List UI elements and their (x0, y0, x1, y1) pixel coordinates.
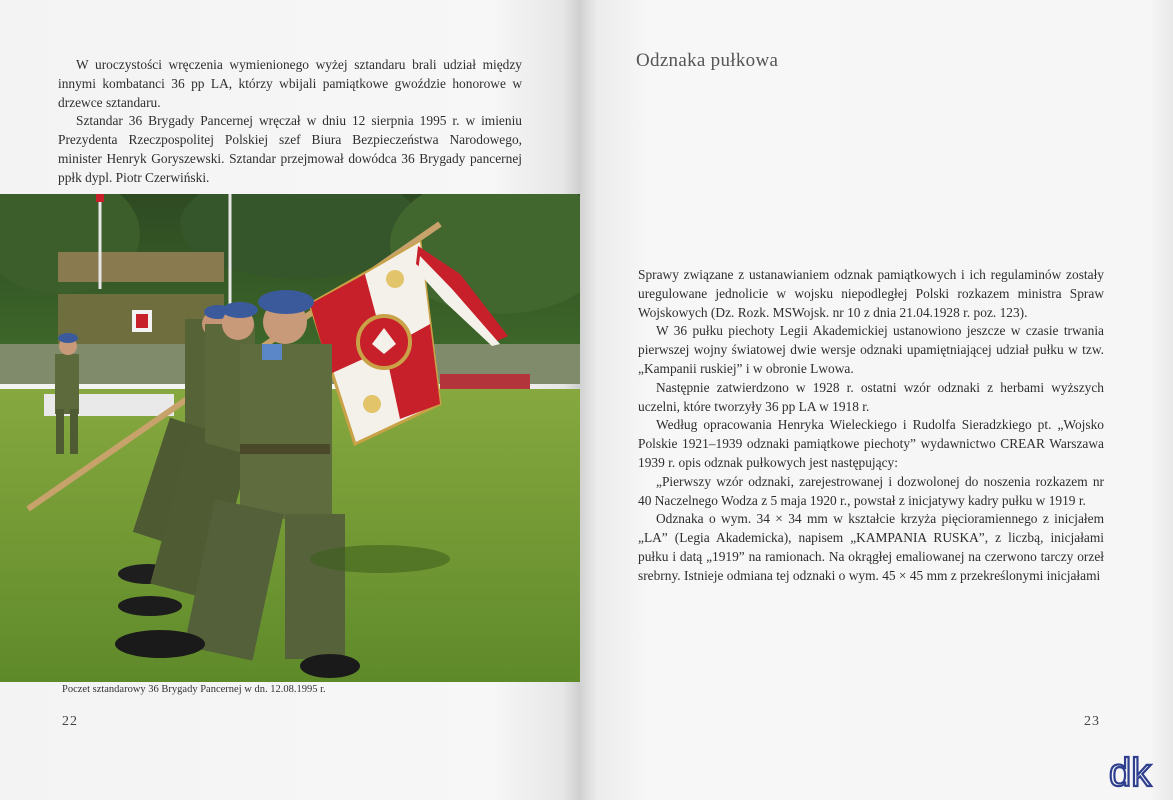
right-page (580, 0, 1173, 800)
page-number-left: 22 (62, 714, 78, 729)
left-paragraph-1: W uroczystości wręczenia wymienionego wyżej sztandaru brali udział między innymi kombatanci 36 pp LA, którzy wbijali pamiątkowe gwoździe honorowe w drzewce sztandaru. (58, 57, 522, 110)
right-paragraph-3: Następnie zatwierdzono w 1928 r. ostatni wzór odznaki z herbami wyższych uczelni, które tworzyły 36 pp LA w 1918 r. (638, 379, 1104, 414)
section-heading: Odznaka pułkowa (636, 50, 779, 71)
right-paragraph-4: Według opracowania Henryka Wieleckiego i Rudolfa Sieradzkiego pt. „Wojsko Polskie 1921–1939 odznaki pamiątkowe piechoty” wydawnictwo CREAR Warszawa 1939 r. opis odznak pułkowych jest następujący: (638, 417, 1104, 470)
right-paragraph-1: Sprawy związane z ustanawianiem odznak pamiątkowych i ich regulaminów zostały uregulowane jednolicie w wojsku niepodległej Polski rozkazem ministra Spraw Wojskowych (Dz. Rozk. MSWojsk. nr 10 z dnia 21.04.1928 r. poz. 123). (638, 267, 1104, 320)
color-guard-photo (0, 194, 580, 682)
left-page (0, 0, 580, 800)
right-page-text (638, 266, 1104, 586)
page-number-right: 23 (1084, 714, 1100, 729)
photo-caption: Poczet sztandarowy 36 Brygady Pancernej w dn. 12.08.1995 r. (62, 684, 326, 695)
dk-logo-watermark (1107, 750, 1161, 794)
right-paragraph-2: W 36 pułku piechoty Legii Akademickiej ustanowiono jeszcze w czasie trwania pierwszej wojny światowej dwie wersje odznaki upamiętniającej udział pułku w tzw. „Kampanii ruskiej” i w obronie Lwowa. (638, 323, 1104, 376)
watermark-text: dk (1109, 751, 1152, 794)
right-paragraph-6: Odznaka o wym. 34 × 34 mm w kształcie krzyża pięcioramiennego z inicjałem „LA” (Legia Akademicka), napisem „KAMPANIA RUSKA”, z liczbą, inicjałami pułku i datą „1919” na ramionach. Na okrągłej emaliowanej na czerwono tarczy orzeł srebrny. Istnieje odmiana tej odznaki o wym. 45 × 45 mm z przekreślonymi inicjałami (638, 511, 1104, 583)
left-paragraph-2: Sztandar 36 Brygady Pancernej wręczał w dniu 12 sierpnia 1995 r. w imieniu Prezydenta Rzeczpospolitej Polskiej szef Biura Bezpieczeństwa Narodowego, minister Henryk Goryszewski. Sztandar przejmował dowódca 36 Brygady pancernej ppłk dypl. Piotr Czerwiński. (58, 113, 522, 185)
right-paragraph-5: „Pierwszy wzór odznaki, zarejestrowanej i dozwolonej do noszenia rozkazem nr 40 Naczelnego Wodza z 5 maja 1920 r., powstał z inicjatywy kadry pułku w 1919 r. (638, 473, 1104, 508)
left-page-text (58, 56, 522, 188)
